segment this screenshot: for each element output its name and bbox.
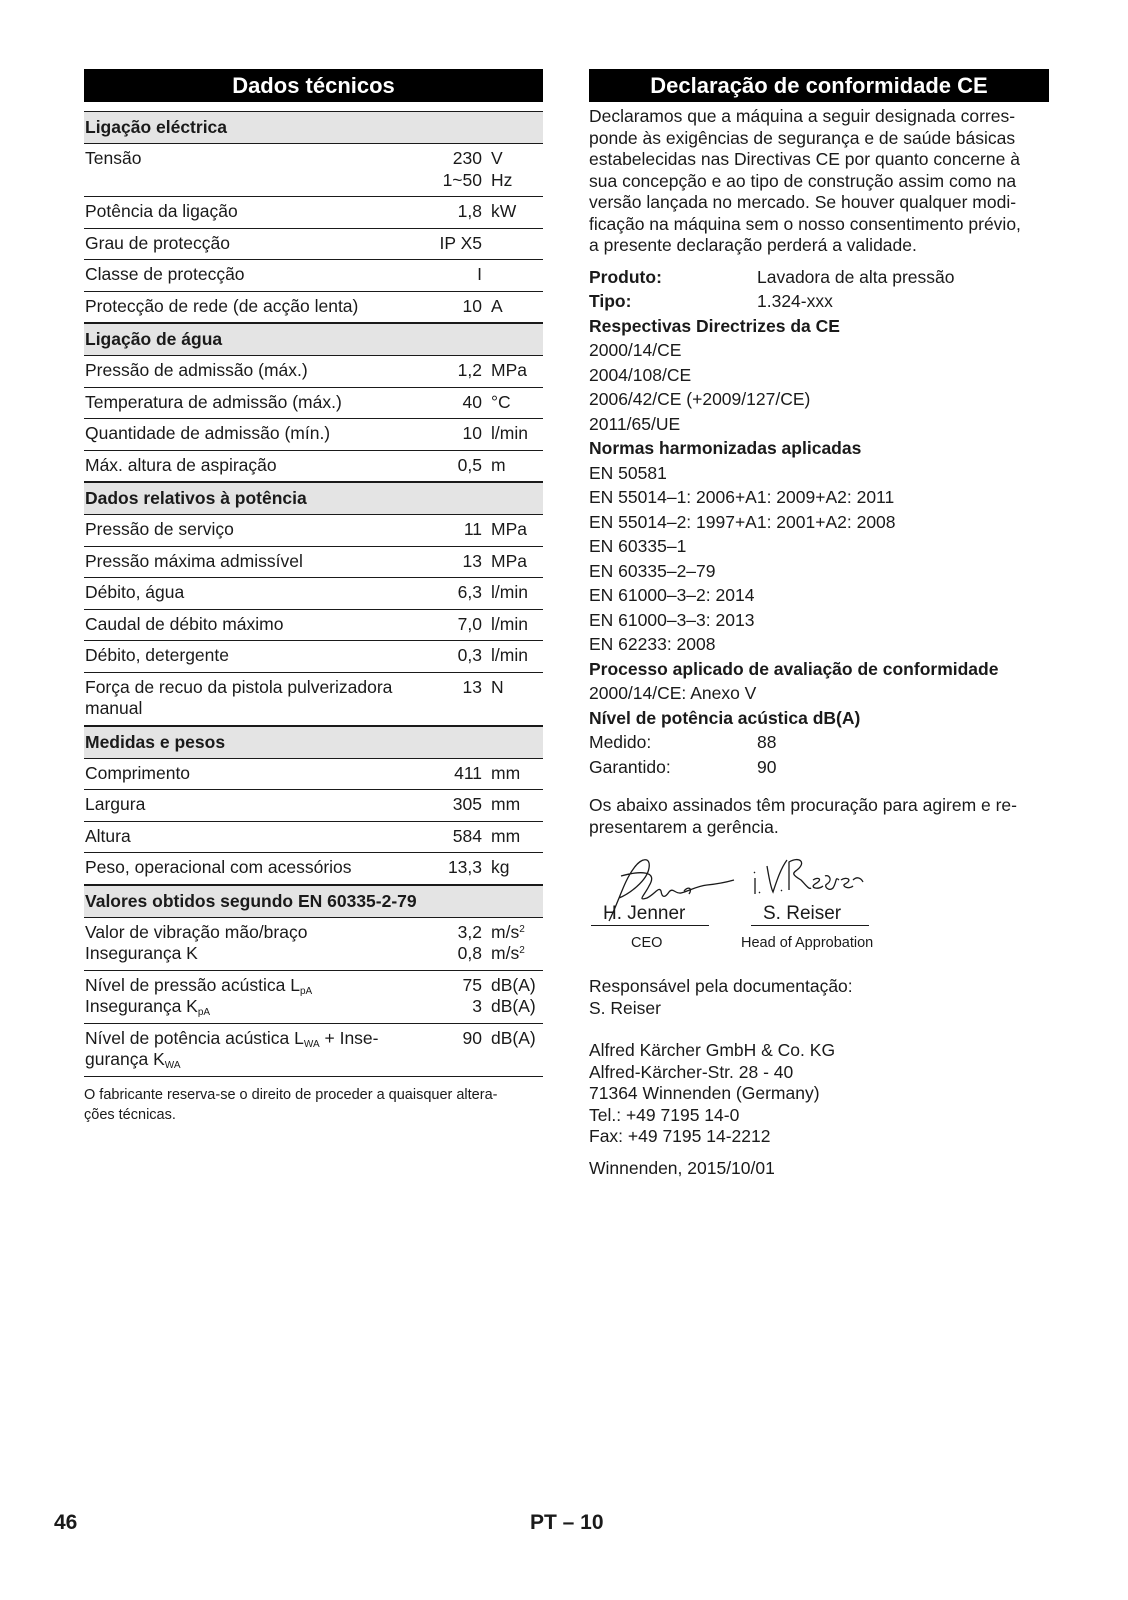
norm-item: EN 61000–3–2: 2014 <box>589 585 755 605</box>
signatory-1-name: H. Jenner <box>603 903 686 924</box>
row-value: IP X5 <box>439 232 482 253</box>
table-row <box>84 451 543 483</box>
directives-heading: Respectivas Directrizes da CE <box>589 315 840 336</box>
signature-reiser <box>749 846 869 908</box>
row-value: 305 mm <box>452 794 521 814</box>
place-date: Winnenden, 2015/10/01 <box>589 1157 775 1178</box>
page-code: PT – 10 <box>530 1511 604 1534</box>
row-label: Largura <box>85 794 146 814</box>
technical-footnote: O fabricante reserva-se o direito de proceder a quaisquer altera- ções técnicas. <box>84 1086 498 1123</box>
directive-item: 2011/65/UE <box>589 413 681 434</box>
section-heading: Valores obtidos segundo EN 60335-2-79 <box>84 885 543 918</box>
signatory-1-title: CEO <box>631 935 663 951</box>
row-label: Comprimento <box>85 762 191 783</box>
row-value: 6,3 l/min <box>457 582 528 602</box>
table-row <box>84 515 543 547</box>
norm-item: EN 50581 <box>589 462 667 483</box>
row-value: 1,2 MPa <box>457 360 527 380</box>
norm-item: EN 62233: 2008 <box>589 634 716 654</box>
directives-list <box>589 338 1049 436</box>
row-value: 411 mm <box>454 762 521 783</box>
row-value: 40 °C <box>462 391 511 412</box>
row-value: 7,0 l/min <box>457 613 528 634</box>
row-value: 13,3 kg <box>447 857 510 877</box>
directive-item: 2006/42/CE (+2009/127/CE) <box>589 389 811 409</box>
table-row <box>84 356 543 388</box>
table-row <box>84 547 543 579</box>
norm-item: EN 61000–3–3: 2013 <box>589 609 755 630</box>
norm-item: EN 60335–2–79 <box>589 560 716 581</box>
norm-item: EN 55014–1: 2006+A1: 2009+A2: 2011 <box>589 487 895 507</box>
row-value: 230 V 1~50 Hz <box>442 148 513 190</box>
company-address: Alfred Kärcher GmbH & Co. KG Alfred-Kärcher-Str. 28 - 40 71364 Winnenden (Germany) Tel.: +49 7195 14-0 Fax: +49 7195 14-2212 <box>589 1040 836 1146</box>
row-value: 11 MPa <box>463 519 527 539</box>
norms-heading: Normas harmonizadas aplicadas <box>589 438 862 458</box>
table-row <box>84 144 543 197</box>
section-heading: Ligação de água <box>84 323 543 356</box>
norm-item: EN 60335–1 <box>589 536 687 556</box>
section-heading: Medidas e pesos <box>84 726 543 759</box>
row-label: Altura <box>85 825 131 846</box>
row-label: Débito, água <box>85 582 185 602</box>
table-row <box>84 918 543 971</box>
signature-line-jenner <box>591 925 709 926</box>
section-heading: Dados relativos à potência <box>84 482 543 515</box>
process-heading: Processo aplicado de avaliação de conformidade <box>589 658 999 679</box>
documentation-responsible: Responsável pela documentação: S. Reiser <box>589 976 853 1018</box>
row-label: Pressão máxima admissível <box>85 550 303 571</box>
row-value: 90 dB(A) <box>462 1027 536 1048</box>
row-label: Tensão <box>85 148 142 168</box>
table-row <box>84 759 543 791</box>
signatures-block <box>589 846 1049 964</box>
row-value: 0,3 l/min <box>457 645 528 665</box>
row-label: Caudal de débito máximo <box>85 613 284 634</box>
row-value: 75 dB(A) 3 dB(A) <box>462 974 536 1016</box>
row-label: Máx. altura de aspiração <box>85 454 277 475</box>
directive-item: 2000/14/CE <box>589 340 682 360</box>
row-label: Peso, operacional com acessórios <box>85 857 352 877</box>
type-row: Tipo: 1.324-xxx <box>589 291 833 311</box>
declaration-title: Declaração de conformidade CE <box>589 69 1049 102</box>
directive-item: 2004/108/CE <box>589 364 692 385</box>
row-label: Quantidade de admissão (mín.) <box>85 423 331 443</box>
measured-row: Medido: 88 <box>589 732 777 752</box>
page-number: 46 <box>54 1511 78 1534</box>
declaration-intro: Declaramos que a máquina a seguir designada corres- ponde às exigências de segurança e de saúde básicas estabelecidas nas Directivas CE por quanto concerne à sua concepção e ao tipo de construção assim como na versão lançada no mercado. Se houver qualquer modi- ficação na máquina sem o nosso consentimento prévio, a presente declaração perderá a validade. <box>589 106 1021 255</box>
process-value: 2000/14/CE: Anexo V <box>589 683 757 703</box>
table-row <box>84 822 543 854</box>
row-label: Grau de protecção <box>85 232 230 253</box>
table-row <box>84 971 543 1024</box>
table-row <box>84 292 543 324</box>
row-label: Temperatura de admissão (máx.) <box>85 391 342 412</box>
row-value: 10 A <box>462 295 503 316</box>
row-value: I <box>477 264 482 284</box>
table-row <box>84 419 543 451</box>
table-row <box>84 388 543 420</box>
row-value: 3,2 $m/s^2$ 0,8 $m/s^2$ <box>457 921 525 963</box>
row-label: Potência da ligação <box>85 201 238 221</box>
signatory-2-name: S. Reiser <box>763 903 842 924</box>
table-row <box>84 610 543 642</box>
technical-data-table <box>84 111 543 1077</box>
table-row <box>84 197 543 229</box>
table-row <box>84 260 543 292</box>
row-value: 0,5 m <box>457 454 506 475</box>
row-label: Débito, detergente <box>85 645 229 665</box>
guaranteed-row: Garantido: 90 <box>589 756 777 777</box>
norms-list <box>589 461 1049 657</box>
section-heading: Ligação eléctrica <box>84 111 543 144</box>
row-value: 584 mm <box>452 825 521 846</box>
signatories-text: Os abaixo assinados têm procuração para agirem e re- presentarem a gerência. <box>589 795 1017 837</box>
technical-data-column <box>84 69 543 1125</box>
row-value: 10 l/min <box>462 423 528 443</box>
row-label: Força de recuo da pistola pulverizadora manual <box>85 676 393 718</box>
table-row <box>84 853 543 885</box>
row-value: 13 MPa <box>462 550 527 571</box>
norm-item: EN 55014–2: 1997+A1: 2001+A2: 2008 <box>589 511 896 532</box>
row-label: Valor de vibração mão/braço Insegurança K <box>85 921 308 963</box>
row-label: Protecção de rede (de acção lenta) <box>85 295 359 316</box>
row-value: 13 N <box>462 676 504 697</box>
product-row: Produto: Lavadora de alta pressão <box>589 266 955 287</box>
table-row <box>84 641 543 673</box>
sound-heading: Nível de potência acústica dB(A) <box>589 707 861 728</box>
row-value: 1,8 kW <box>457 201 517 221</box>
table-row <box>84 578 543 610</box>
technical-data-title: Dados técnicos <box>84 69 543 102</box>
row-label: Nível de pressão acústica $L_{pA}$ Insegurança $K_{pA}$ <box>85 974 313 1018</box>
table-row <box>84 790 543 822</box>
table-row <box>84 1024 543 1077</box>
signature-line-reiser <box>751 925 869 926</box>
row-label: Pressão de admissão (máx.) <box>85 360 308 380</box>
table-row <box>84 229 543 261</box>
table-row <box>84 673 543 726</box>
row-label: Nível de potência acústica $L_{WA}$ + Inse- gurança $K_{WA}$ <box>85 1027 379 1071</box>
conformity-declaration-column <box>589 69 1049 1179</box>
row-label: Classe de protecção <box>85 264 245 284</box>
signatory-2-title: Head of Approbation <box>741 935 874 951</box>
row-label: Pressão de serviço <box>85 519 234 539</box>
